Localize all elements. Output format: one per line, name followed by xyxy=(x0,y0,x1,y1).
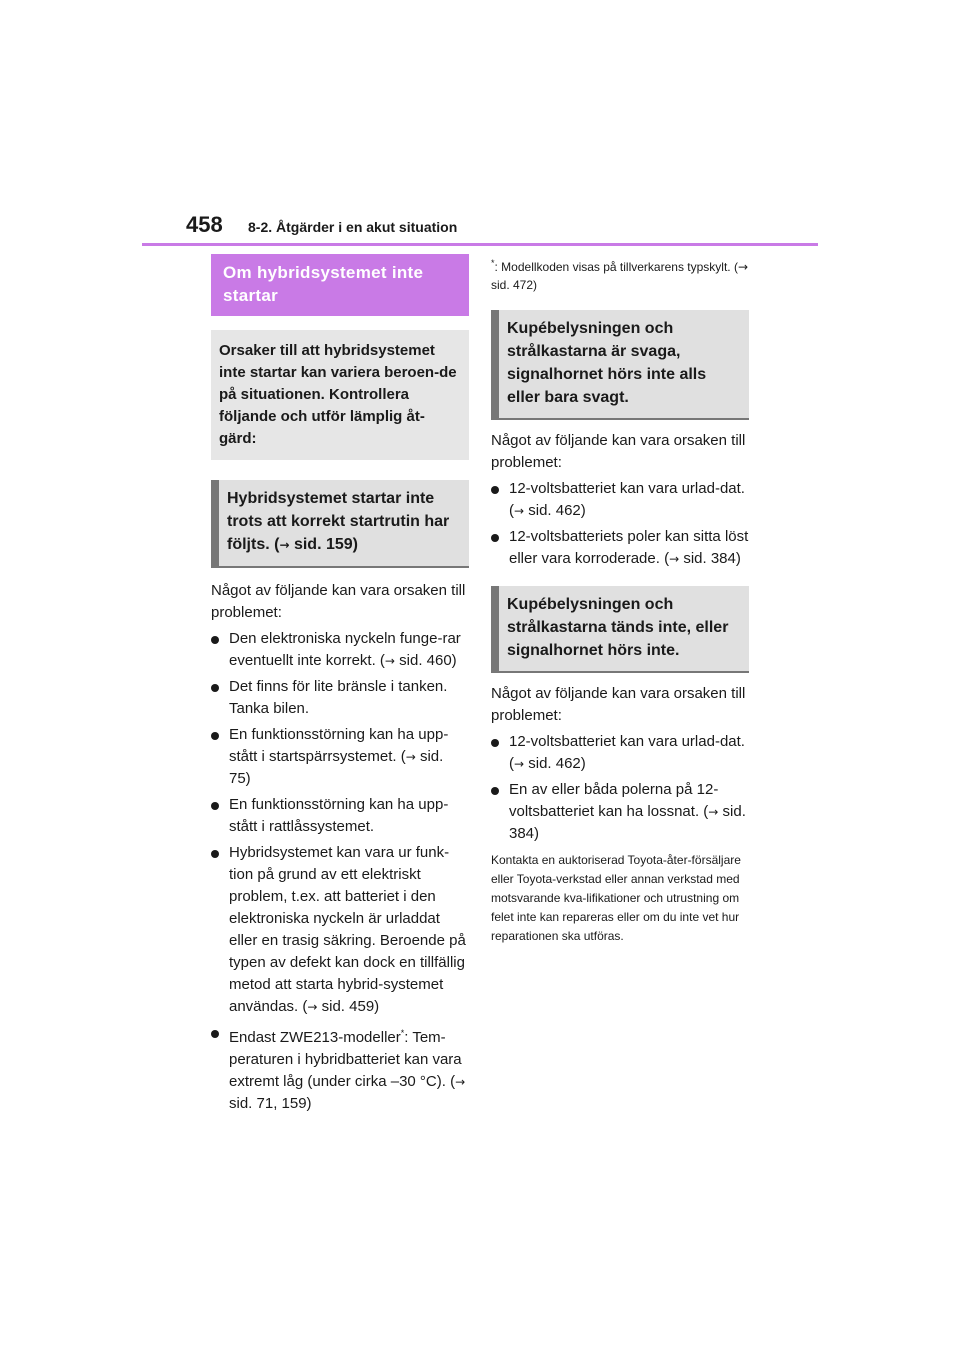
list-item xyxy=(211,628,469,672)
header-divider xyxy=(142,243,818,246)
bullet-icon xyxy=(491,739,499,747)
arrow-right-icon: → xyxy=(708,805,719,819)
right-column xyxy=(491,254,749,946)
arrow-right-icon: → xyxy=(405,750,416,764)
page-reference: sid. 384) xyxy=(509,803,746,842)
bullet-icon xyxy=(211,802,219,810)
list-item-text: Endast ZWE213-modeller xyxy=(229,1029,401,1046)
bullet-icon xyxy=(211,850,219,858)
footnote-text: : Modellkoden visas på tillverkarens typskylt. ( xyxy=(494,260,738,274)
list-item xyxy=(491,478,749,522)
list-item xyxy=(211,1022,469,1115)
cause-list xyxy=(491,731,749,845)
footnote-marker: * xyxy=(400,1028,405,1038)
arrow-right-icon: → xyxy=(307,1000,318,1014)
page-number: 458 xyxy=(186,212,223,237)
cause-list xyxy=(491,478,749,570)
lead-text: Något av följande kan vara orsaken till problemet: xyxy=(211,582,466,621)
list-item xyxy=(211,842,469,1018)
list-item-text: Hybridsystemet kan vara ur funk-tion på grund av ett elektriskt problem, t.ex. att batteriet i den elektroniska nyckeln är urladdat eller en trasig säkring. Beroende på typen av defekt kan dock en tillfällig metod att starta hybrid-systemet användas. ( xyxy=(229,844,466,1015)
footnote xyxy=(491,254,749,294)
page-reference: sid. 71, 159) xyxy=(229,1095,312,1112)
left-column xyxy=(211,254,469,1119)
page-reference: sid. 459) xyxy=(321,998,380,1015)
list-item-text: 12-voltsbatteriet kan vara urlad-dat. ( xyxy=(509,480,745,519)
arrow-right-icon: → xyxy=(279,538,290,552)
list-item-text: Det finns för lite bränsle i tanken. Tanka bilen. xyxy=(229,678,448,717)
lead-text: Något av följande kan vara orsaken till problemet: xyxy=(491,432,746,471)
arrow-right-icon: → xyxy=(384,654,395,668)
bullet-icon xyxy=(211,684,219,692)
list-item xyxy=(211,794,469,838)
lead-text: Något av följande kan vara orsaken till problemet: xyxy=(491,685,746,724)
arrow-right-icon: → xyxy=(514,504,525,518)
bullet-icon xyxy=(491,787,499,795)
page-reference: sid. 384) xyxy=(683,550,741,567)
bullet-icon xyxy=(491,534,499,542)
sub-heading-no-lights: Kupébelysningen och strålkastarna tänds inte, eller signalhornet hörs inte. xyxy=(491,586,749,673)
arrow-right-icon: → xyxy=(669,552,680,566)
cause-list xyxy=(211,628,469,1115)
list-item-text: 12-voltsbatteriet kan vara urlad-dat. ( xyxy=(509,733,745,772)
main-heading: Om hybridsystemet inte startar xyxy=(211,254,469,316)
page-reference: sid. 159) xyxy=(293,536,358,553)
section-title: 8-2. Åtgärder i en akut situation xyxy=(248,219,458,235)
bullet-icon xyxy=(491,486,499,494)
page-reference: sid. 75) xyxy=(229,748,444,787)
sub-heading-start-procedure xyxy=(211,480,469,568)
list-item xyxy=(211,724,469,790)
bullet-icon xyxy=(211,636,219,644)
page-reference: sid. 460) xyxy=(399,652,457,669)
list-item xyxy=(491,731,749,775)
page-reference: sid. 462) xyxy=(528,502,586,519)
footnote-marker: * xyxy=(491,258,495,268)
arrow-right-icon: → xyxy=(737,260,749,274)
page-reference: sid. 472) xyxy=(491,278,538,292)
intro-box: Orsaker till att hybridsystemet inte startar kan variera beroen-de på situationen. Kontrollera följande och utför lämplig åt-gärd: xyxy=(211,330,469,460)
sub-heading-weak-lights: Kupébelysningen och strålkastarna är svaga, signalhornet hörs inte alls eller bara svagt. xyxy=(491,310,749,420)
list-item-text: En funktionsstörning kan ha upp-stått i startspärrsystemet. ( xyxy=(229,726,449,765)
list-item-text: : Tem-peraturen i hybridbatteriet kan vara extremt låg (under cirka –30 °C). ( xyxy=(229,1029,462,1090)
page-reference: sid. 462) xyxy=(528,755,586,772)
sub-heading-text: Hybridsystemet startar inte trots att korrekt startrutin har följts. ( xyxy=(227,490,450,553)
list-item xyxy=(491,526,749,570)
arrow-right-icon: → xyxy=(455,1075,466,1089)
list-item xyxy=(211,676,469,720)
list-item-text: Den elektroniska nyckeln funge-rar eventuellt inte korrekt. ( xyxy=(229,630,461,669)
bullet-icon xyxy=(211,1030,219,1038)
bullet-icon xyxy=(211,732,219,740)
list-item-text: En funktionsstörning kan ha upp-stått i rattlåssystemet. xyxy=(229,796,449,835)
service-note: Kontakta en auktoriserad Toyota-åter-försäljare eller Toyota-verkstad eller annan verkstad med motsvarande kva-lifikationer och utrustning om felet inte kan repareras eller om du inte vet hur reparationen ska utföras. xyxy=(491,853,741,943)
list-item-text: 12-voltsbatteriets poler kan sitta löst eller vara korroderade. ( xyxy=(509,528,749,567)
list-item-text: En av eller båda polerna på 12-voltsbatteriet kan ha lossnat. ( xyxy=(509,781,719,820)
list-item xyxy=(491,779,749,845)
arrow-right-icon: → xyxy=(514,757,525,771)
